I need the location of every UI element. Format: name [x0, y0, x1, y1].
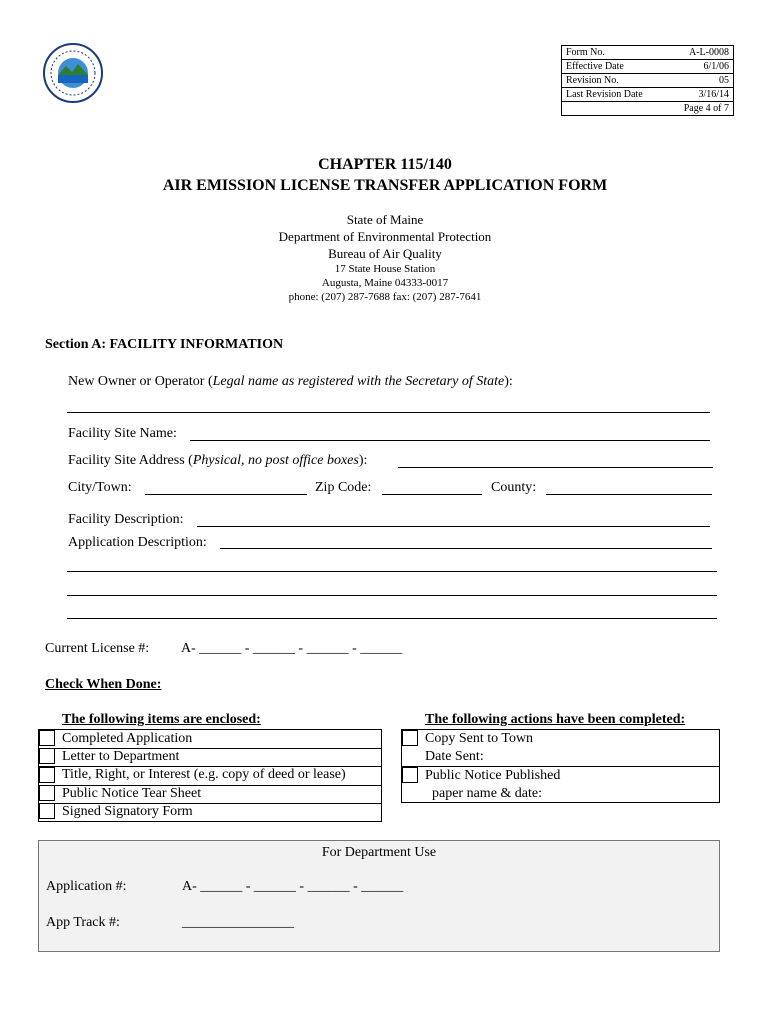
county-label: County:: [491, 480, 537, 495]
checkbox-tear-sheet[interactable]: [39, 785, 55, 801]
form-number-row: [562, 46, 733, 60]
enclosed-item-completed-application: Completed Application: [62, 731, 193, 746]
chapter-title: CHAPTER 115/140: [318, 156, 452, 173]
checkbox-signatory[interactable]: [39, 803, 55, 819]
dept-line: Department of Environmental Protection: [278, 229, 492, 244]
action-paper-name: paper name & date:: [432, 786, 543, 801]
application-number-field[interactable]: A- ______ - ______ - ______ - ______: [182, 879, 404, 894]
section-a-heading: Section A: FACILITY INFORMATION: [45, 337, 284, 352]
revision-row: [562, 74, 733, 88]
meta-label: Revision No.: [566, 75, 619, 86]
description-line-3[interactable]: [67, 595, 717, 596]
checkbox-letter[interactable]: [39, 748, 55, 764]
form-title: AIR EMISSION LICENSE TRANSFER APPLICATION FORM: [162, 177, 608, 194]
meta-value: A-L-0008: [689, 47, 729, 58]
facility-description-input-line[interactable]: [197, 526, 710, 527]
zip-label: Zip Code:: [315, 480, 372, 495]
enclosed-item-letter: Letter to Department: [62, 749, 180, 764]
page-row: [562, 102, 733, 115]
phone-line: phone: (207) 287-7688 fax: (207) 287-7641: [288, 291, 482, 303]
station-line: 17 State House Station: [334, 263, 436, 275]
enclosed-item-signatory: Signed Signatory Form: [62, 804, 193, 819]
application-description-input-line[interactable]: [220, 548, 712, 549]
current-license-field[interactable]: A- ______ - ______ - ______ - ______: [181, 641, 403, 656]
checkbox-completed-application[interactable]: [39, 730, 55, 746]
meta-label: Form No.: [566, 47, 605, 58]
site-address-text: Facility Site Address (: [68, 453, 193, 468]
city-input-line[interactable]: [145, 494, 307, 495]
enclosed-heading: The following items are enclosed:: [62, 712, 261, 727]
enclosed-checklist: [38, 729, 382, 822]
action-copy-sent: Copy Sent to Town: [425, 731, 534, 746]
checkbox-public-notice[interactable]: [402, 767, 418, 783]
facility-description-label: Facility Description:: [68, 512, 184, 527]
last-revision-row: [562, 88, 733, 102]
meta-label: Effective Date: [566, 61, 624, 72]
site-name-input-line[interactable]: [190, 440, 710, 441]
owner-label-italic: Legal name as registered with the Secretary of State: [212, 374, 505, 389]
city-label: City/Town:: [68, 480, 132, 495]
zip-input-line[interactable]: [382, 494, 482, 495]
state-line: State of Maine: [346, 212, 424, 227]
department-use-title: For Department Use: [321, 845, 437, 860]
site-address-end: ):: [358, 453, 368, 468]
bureau-line: Bureau of Air Quality: [328, 246, 442, 261]
meta-value: 6/1/06: [703, 61, 729, 72]
site-address-italic: Physical, no post office boxes: [192, 453, 359, 468]
site-address-input-line[interactable]: [398, 467, 713, 468]
checkbox-title-right[interactable]: [39, 767, 55, 783]
site-address-label: [68, 453, 367, 469]
meta-value: 05: [719, 75, 729, 86]
form-info-table: [561, 45, 734, 116]
owner-label-end: ):: [504, 374, 513, 389]
meta-label: Last Revision Date: [566, 89, 643, 100]
enclosed-item-tear-sheet: Public Notice Tear Sheet: [62, 786, 202, 801]
description-line-4[interactable]: [67, 618, 717, 619]
row-divider: [39, 803, 381, 804]
department-use-box: [38, 840, 720, 952]
meta-value: 3/16/14: [698, 89, 729, 100]
effective-date-row: [562, 60, 733, 74]
app-track-field[interactable]: ________________: [182, 915, 294, 930]
application-description-label: Application Description:: [68, 535, 207, 550]
description-line-2[interactable]: [67, 571, 717, 572]
current-license-label: Current License #:: [45, 641, 150, 656]
dep-seal-logo: [42, 42, 104, 104]
county-input-line[interactable]: [546, 494, 712, 495]
actions-heading: The following actions have been completed:: [425, 712, 686, 727]
checkbox-copy-sent[interactable]: [402, 730, 418, 746]
row-divider: [39, 766, 381, 767]
seal-icon: [42, 42, 104, 104]
row-divider: [402, 766, 719, 767]
page-number: Page 4 of 7: [683, 103, 729, 114]
check-heading: Check When Done:: [45, 677, 162, 692]
action-public-notice: Public Notice Published: [425, 768, 561, 783]
owner-label-text: New Owner or Operator (: [68, 374, 213, 389]
city-line: Augusta, Maine 04333-0017: [321, 277, 449, 289]
actions-checklist: [401, 729, 720, 803]
row-divider: [39, 748, 381, 749]
enclosed-item-title-right: Title, Right, or Interest (e.g. copy of deed or lease): [62, 767, 346, 782]
app-track-label: App Track #:: [46, 915, 120, 930]
application-number-label: Application #:: [46, 879, 127, 894]
owner-label: [68, 374, 513, 390]
site-name-label: Facility Site Name:: [68, 426, 177, 441]
action-date-sent: Date Sent:: [425, 749, 484, 764]
owner-input-line[interactable]: [67, 412, 710, 413]
row-divider: [39, 785, 381, 786]
